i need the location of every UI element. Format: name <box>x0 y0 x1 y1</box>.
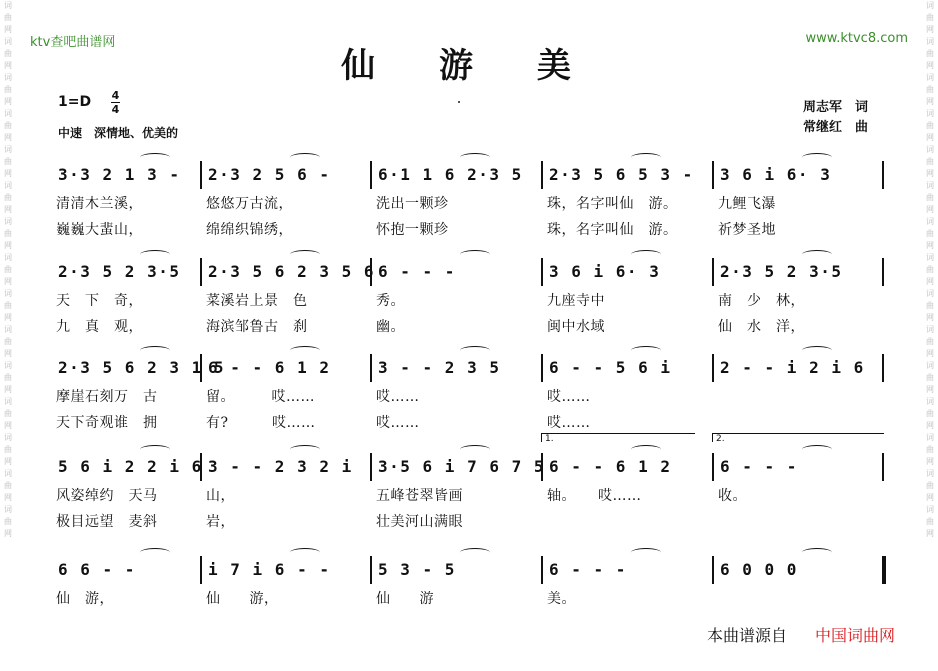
slur <box>631 548 661 557</box>
tempo-marking: 中速 深情地、优美的 <box>58 126 179 140</box>
lyric-verse-2: 岩， <box>206 514 235 530</box>
lyric-verse-2: 闽中水域 <box>547 319 605 335</box>
lyric-verse-1: 秀。 <box>376 293 405 309</box>
measure-notes: 2·3 5 2 3·5 <box>58 262 181 281</box>
measure-notes: 3 - - 2 3 2 i <box>208 457 353 476</box>
time-signature <box>111 90 120 115</box>
lyric-verse-2: 仙 水 洋， <box>718 319 805 335</box>
lyric-verse-2: 九 真 观， <box>56 319 143 335</box>
measure-notes: 2·3 5 6 2 3 1 5 <box>58 358 225 377</box>
slur <box>460 445 490 454</box>
barline <box>541 556 543 584</box>
slur <box>290 548 320 557</box>
measure-notes: 6 0 0 0 <box>720 560 798 579</box>
lyric-verse-1: 洗出一颗珍 <box>376 196 449 212</box>
lyric-verse-2: 天下奇观谁 拥 <box>56 415 158 431</box>
lyricist-credit: 周志军 词 <box>803 100 869 115</box>
barline <box>541 161 543 189</box>
lyric-verse-1: 哎…… <box>547 389 591 405</box>
song-title: 仙 游 美 <box>341 46 597 86</box>
barline <box>200 556 202 584</box>
lyric-verse-1: 珠，名字叫仙 游。 <box>547 196 678 212</box>
slur <box>802 250 832 259</box>
measure-notes: 6 - - - <box>378 262 456 281</box>
measure-notes: 2 - - i 2 i 6 <box>720 358 865 377</box>
measure-notes: 6 - - 5 6 i <box>549 358 672 377</box>
lyric-verse-1: 仙 游， <box>206 591 279 607</box>
lyric-verse-1: 天 下 奇， <box>56 293 143 309</box>
barline <box>370 453 372 481</box>
slur <box>802 548 832 557</box>
slur <box>802 346 832 355</box>
measure-notes: 5 3 - 5 <box>378 560 456 579</box>
lyric-verse-2: 极目远望 麦斜 <box>56 514 158 530</box>
barline <box>882 161 884 189</box>
slur <box>460 153 490 162</box>
measure-notes: 3 - - 2 3 5 <box>378 358 501 377</box>
measure-notes: 3 6 i 6· 3 <box>720 165 832 184</box>
composer-credit: 常继红 曲 <box>803 120 869 135</box>
slur <box>290 346 320 355</box>
lyric-verse-1: 风姿绰约 天马 <box>56 488 158 504</box>
slur <box>460 250 490 259</box>
measure-notes: 3·5 6 i 7 6 7 5 <box>378 457 545 476</box>
meter-top: 4 <box>111 89 120 102</box>
measure-notes: 6·1 1 6 2·3 5 <box>378 165 523 184</box>
key-signature: 1=D <box>58 94 92 110</box>
measure-notes: 6 - - - <box>720 457 798 476</box>
barline <box>712 556 714 584</box>
footer-source-label: 本曲谱源自 <box>707 626 788 645</box>
lyric-verse-1: 悠悠万古流， <box>206 196 293 212</box>
lyric-verse-1: 哎…… <box>376 389 420 405</box>
lyric-verse-2: 巍巍大蜚山， <box>56 222 143 238</box>
slur <box>631 346 661 355</box>
lyric-verse-1: 五峰苍翠皆画 <box>376 488 463 504</box>
barline <box>712 258 714 286</box>
measure-notes: i 7 i 6 - - <box>208 560 331 579</box>
lyric-verse-1: 九鲤飞瀑 <box>718 196 776 212</box>
lyric-verse-1: 摩崖石刻万 古 <box>56 389 158 405</box>
slur <box>460 548 490 557</box>
lyric-verse-1: 南 少 林， <box>718 293 805 309</box>
barline <box>712 453 714 481</box>
measure-notes: 3 6 i 6· 3 <box>549 262 661 281</box>
lyric-verse-2: 海滨邹鲁古 刹 <box>206 319 308 335</box>
meter-bottom: 4 <box>111 103 120 116</box>
lyric-verse-1: 轴。 哎…… <box>547 488 642 504</box>
measure-notes: 6 - - - <box>549 560 627 579</box>
lyric-verse-2: 绵绵织锦绣， <box>206 222 293 238</box>
slur <box>140 346 170 355</box>
barline <box>200 258 202 286</box>
slur <box>140 445 170 454</box>
lyric-verse-1: 留。 哎…… <box>206 389 315 405</box>
lyric-verse-1: 美。 <box>547 591 576 607</box>
barline <box>370 556 372 584</box>
barline <box>370 161 372 189</box>
lyric-verse-1: 仙 游， <box>56 591 114 607</box>
measure-notes: 2·3 5 6 2 3 5 6 <box>208 262 375 281</box>
lyric-verse-2: 哎…… <box>376 415 420 431</box>
stray-dot <box>458 101 460 103</box>
measure-notes: 6 6 - - <box>58 560 136 579</box>
slur <box>631 153 661 162</box>
barline <box>712 161 714 189</box>
slur <box>290 250 320 259</box>
measure-notes: 2·3 5 6 5 3 - <box>549 165 694 184</box>
lyric-verse-1: 清清木兰溪， <box>56 196 143 212</box>
barline <box>370 354 372 382</box>
slur <box>140 153 170 162</box>
lyric-verse-1: 山， <box>206 488 235 504</box>
volta-second-ending: 2. <box>712 433 884 442</box>
lyric-verse-2: 祈梦圣地 <box>718 222 776 238</box>
measure-notes: 2·3 2 5 6 - <box>208 165 331 184</box>
slur <box>140 548 170 557</box>
barline <box>882 556 886 584</box>
slur <box>631 445 661 454</box>
lyric-verse-1: 仙 游 <box>376 591 434 607</box>
barline <box>882 258 884 286</box>
lyric-verse-2: 有? 哎…… <box>206 415 316 431</box>
lyric-verse-2: 珠，名字叫仙 游。 <box>547 222 678 238</box>
measure-notes: 2·3 5 2 3·5 <box>720 262 843 281</box>
lyric-verse-2: 哎…… <box>547 415 591 431</box>
side-watermark-left: 词 曲 网 词 曲 网 词 曲 网 词 曲 网 词 曲 网 词 曲 网 词 曲 网 词 曲 网 词 曲 网 词 曲 网 词 曲 网 词 曲 网 词 曲 网 词 曲 网 词 曲 网 <box>4 1 12 538</box>
barline <box>541 354 543 382</box>
barline <box>712 354 714 382</box>
barline <box>882 453 884 481</box>
slur <box>140 250 170 259</box>
watermark-left: ktv查吧曲谱网 <box>30 35 116 50</box>
volta-first-ending: 1. <box>541 433 695 442</box>
measure-notes: 6 - - 6 1 2 <box>208 358 331 377</box>
footer-source-site: 中国词曲网 <box>815 626 896 645</box>
slur <box>460 346 490 355</box>
measure-notes: 3·3 2 1 3 - <box>58 165 181 184</box>
slur <box>802 153 832 162</box>
lyric-verse-1: 九座寺中 <box>547 293 605 309</box>
lyric-verse-2: 壮美河山满眼 <box>376 514 463 530</box>
slur <box>290 153 320 162</box>
slur <box>631 250 661 259</box>
measure-notes: 5 6 i 2 2 i 6 <box>58 457 203 476</box>
lyric-verse-1: 收。 <box>718 488 747 504</box>
lyric-verse-2: 幽。 <box>376 319 405 335</box>
slur <box>802 445 832 454</box>
slur <box>290 445 320 454</box>
side-watermark-right: 词 曲 网 词 曲 网 词 曲 网 词 曲 网 词 曲 网 词 曲 网 词 曲 网 词 曲 网 词 曲 网 词 曲 网 词 曲 网 词 曲 网 词 曲 网 词 曲 网 词 曲 网 <box>926 1 934 538</box>
barline <box>541 258 543 286</box>
barline <box>200 161 202 189</box>
lyric-verse-1: 菜溪岩上景 色 <box>206 293 308 309</box>
measure-notes: 6 - - 6 1 2 <box>549 457 672 476</box>
barline <box>882 354 884 382</box>
lyric-verse-2: 怀抱一颗珍 <box>376 222 449 238</box>
watermark-right: www.ktvc8.com <box>805 31 908 46</box>
